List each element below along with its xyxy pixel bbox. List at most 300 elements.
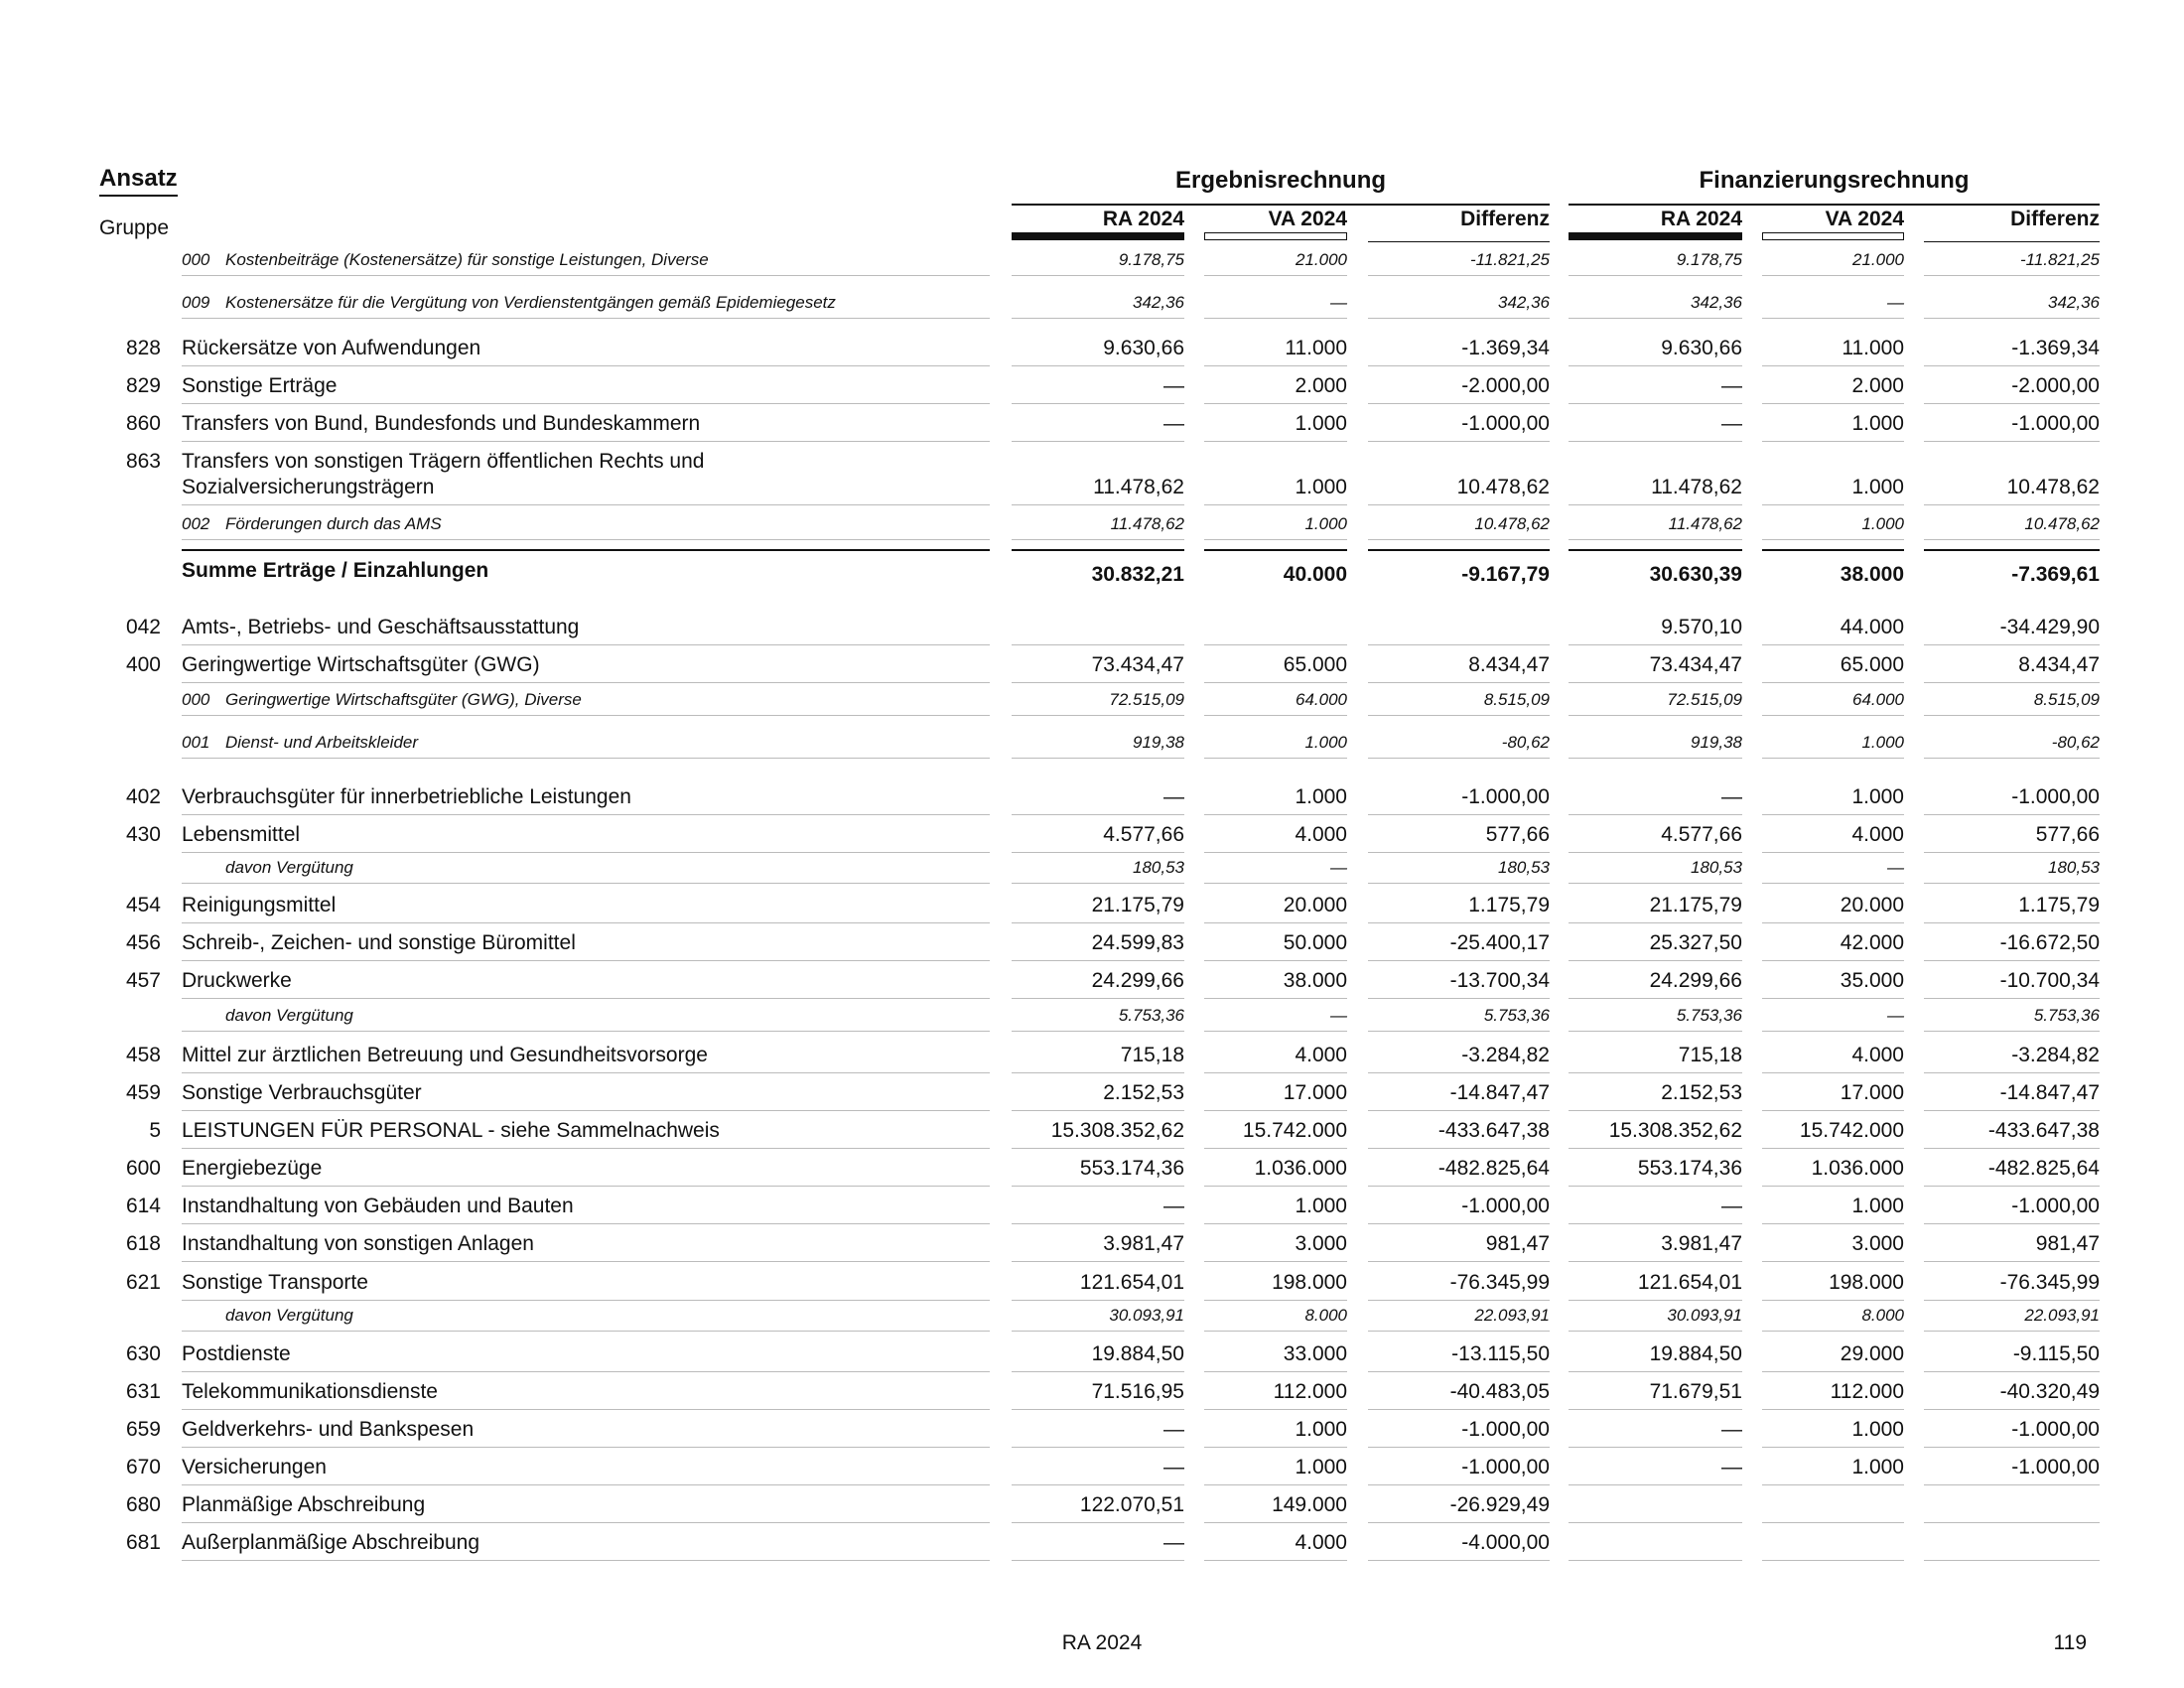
column-header: VA 2024: [1268, 208, 1347, 230]
cell-rule: [1204, 1371, 1347, 1372]
value-cell: 8.000: [1304, 1306, 1347, 1325]
cell-rule: [1569, 998, 1742, 999]
cell-rule: [1368, 1560, 1550, 1561]
cell-rule: [1762, 1484, 1904, 1485]
cell-rule: [1012, 998, 1184, 999]
value-cell: -9.115,50: [2012, 1342, 2100, 1365]
cell-rule: [1569, 1484, 1742, 1485]
value-cell: 5.753,36: [1483, 1006, 1550, 1025]
row-label: Verbrauchsgüter für innerbetriebliche Leistungen: [182, 785, 631, 808]
ansatz-code: 457: [125, 969, 161, 992]
value-cell: 38.000: [1283, 969, 1347, 992]
value-cell: 21.175,79: [1649, 894, 1742, 916]
cell-rule: [1762, 1186, 1904, 1187]
row-rule: [182, 883, 990, 884]
value-cell: —: [1163, 1418, 1184, 1441]
cell-rule: [1569, 682, 1742, 683]
cell-rule: [1762, 1223, 1904, 1224]
cell-rule: [1368, 275, 1550, 276]
cell-rule: [1762, 1148, 1904, 1149]
row-rule: [182, 1560, 990, 1561]
value-cell: 30.093,91: [1667, 1306, 1742, 1325]
value-cell: 9.570,10: [1661, 616, 1742, 638]
value-cell: -1.000,00: [1461, 412, 1550, 435]
value-cell: 11.478,62: [1110, 514, 1184, 533]
value-cell: 10.478,62: [1456, 476, 1550, 498]
cell-rule: [1762, 1447, 1904, 1448]
value-cell: 44.000: [1840, 616, 1904, 638]
cell-rule: [1569, 758, 1742, 759]
value-cell: 71.679,51: [1649, 1380, 1742, 1403]
value-cell: -2.000,00: [2011, 374, 2100, 397]
cell-rule: [1012, 1300, 1184, 1301]
value-cell: -1.000,00: [1461, 785, 1550, 808]
row-rule: [182, 275, 990, 276]
row-rule: [182, 539, 990, 540]
column-header: RA 2024: [1102, 208, 1184, 230]
value-cell: -13.700,34: [1449, 969, 1550, 992]
cell-rule: [1569, 883, 1742, 884]
cell-rule: [1012, 758, 1184, 759]
value-cell: -1.000,00: [2011, 1456, 2100, 1478]
value-cell: 198.000: [1829, 1271, 1904, 1294]
value-cell: 8.515,09: [1483, 690, 1550, 709]
cell-rule: [1924, 852, 2100, 853]
cell-rule: [1368, 852, 1550, 853]
ansatz-code: 621: [125, 1271, 161, 1294]
ansatz-code: 000: [182, 690, 210, 709]
value-cell: 15.308.352,62: [1608, 1119, 1742, 1142]
value-cell: -3.284,82: [1461, 1044, 1550, 1066]
cell-rule: [1012, 1409, 1184, 1410]
cell-rule: [1924, 1409, 2100, 1410]
value-cell: 1.000: [1295, 412, 1347, 435]
value-cell: 11.000: [1842, 337, 1904, 359]
cell-rule: [1204, 365, 1347, 366]
row-label: Transfers von Bund, Bundesfonds und Bundeskammern: [182, 412, 701, 435]
row-rule: [182, 318, 990, 319]
cell-rule: [1569, 1560, 1742, 1561]
ansatz-code: 630: [125, 1342, 161, 1365]
value-cell: 1.000: [1851, 1195, 1904, 1217]
value-cell: 180,53: [1691, 858, 1742, 877]
value-cell: 577,66: [2035, 823, 2100, 846]
value-cell: 15.308.352,62: [1050, 1119, 1184, 1142]
value-cell: -1.000,00: [1461, 1195, 1550, 1217]
cell-rule: [1012, 403, 1184, 404]
cell-rule: [1569, 504, 1742, 505]
value-cell: 72.515,09: [1667, 690, 1742, 709]
value-cell: -13.115,50: [1451, 1342, 1550, 1365]
cell-rule: [1924, 960, 2100, 961]
row-label: Lebensmittel: [182, 823, 301, 846]
cell-rule: [1204, 1186, 1347, 1187]
value-cell: 65.000: [1840, 653, 1904, 676]
cell-rule: [1368, 504, 1550, 505]
cell-rule: [1012, 1186, 1184, 1187]
value-cell: -4.000,00: [1461, 1531, 1550, 1554]
ansatz-code: 614: [125, 1195, 161, 1217]
cell-rule: [1762, 852, 1904, 853]
value-cell: 342,36: [2048, 293, 2100, 312]
value-cell: 21.000: [1296, 250, 1347, 269]
ansatz-code: 5: [149, 1119, 161, 1142]
cell-rule: [1012, 365, 1184, 366]
cell-rule: [1368, 922, 1550, 923]
row-rule: [182, 1223, 990, 1224]
va-marker-bar: [1204, 232, 1347, 240]
cell-rule: [1924, 1261, 2100, 1262]
cell-rule: [1012, 441, 1184, 442]
cell-rule: [1569, 1331, 1742, 1332]
cell-rule: [1204, 1261, 1347, 1262]
cell-rule: [1012, 682, 1184, 683]
value-cell: 19.884,50: [1091, 1342, 1184, 1365]
value-cell: 30.093,91: [1109, 1306, 1184, 1325]
value-cell: 30.630,39: [1649, 563, 1742, 586]
value-cell: 24.299,66: [1649, 969, 1742, 992]
cell-rule: [1569, 1223, 1742, 1224]
cell-rule: [1569, 1371, 1742, 1372]
value-cell: 33.000: [1283, 1342, 1347, 1365]
value-cell: —: [1163, 1195, 1184, 1217]
cell-rule: [1012, 814, 1184, 815]
row-rule: [182, 1072, 990, 1073]
value-cell: 1.175,79: [2018, 894, 2100, 916]
cell-rule: [1762, 275, 1904, 276]
value-cell: -40.483,05: [1449, 1380, 1550, 1403]
cell-rule: [1012, 1223, 1184, 1224]
cell-rule: [1762, 1110, 1904, 1111]
row-rule: [182, 1409, 990, 1410]
cell-rule: [1368, 441, 1550, 442]
sum-rule: [1204, 549, 1347, 551]
cell-rule: [1204, 998, 1347, 999]
value-cell: -433.647,38: [1437, 1119, 1550, 1142]
row-label: Planmäßige Abschreibung: [182, 1493, 426, 1516]
value-cell: -80,62: [2051, 733, 2100, 752]
cell-rule: [1204, 682, 1347, 683]
cell-rule: [1924, 1223, 2100, 1224]
row-rule: [182, 1447, 990, 1448]
value-cell: —: [1721, 374, 1742, 397]
value-cell: 553.174,36: [1637, 1157, 1742, 1180]
value-cell: 1.000: [1304, 514, 1347, 533]
cell-rule: [1569, 1522, 1742, 1523]
cell-rule: [1762, 814, 1904, 815]
value-cell: 20.000: [1840, 894, 1904, 916]
row-label: Rückersätze von Aufwendungen: [182, 337, 481, 359]
value-cell: -76.345,99: [1999, 1271, 2100, 1294]
ansatz-code: 863: [125, 450, 161, 473]
row-rule: [182, 1522, 990, 1523]
ansatz-code: 430: [125, 823, 161, 846]
column-header: Differenz: [1460, 208, 1550, 230]
cell-rule: [1368, 1223, 1550, 1224]
value-cell: 9.630,66: [1103, 337, 1184, 359]
value-cell: -80,62: [1501, 733, 1550, 752]
cell-rule: [1569, 441, 1742, 442]
row-label: davon Vergütung: [225, 1306, 353, 1325]
cell-rule: [1924, 998, 2100, 999]
row-rule: [182, 1148, 990, 1149]
cell-rule: [1204, 1031, 1347, 1032]
cell-rule: [1204, 539, 1347, 540]
value-cell: 3.000: [1295, 1232, 1347, 1255]
row-label: Förderungen durch das AMS: [225, 514, 442, 533]
value-cell: 4.000: [1295, 1044, 1347, 1066]
cell-rule: [1368, 1148, 1550, 1149]
value-cell: -26.929,49: [1449, 1493, 1550, 1516]
cell-rule: [1204, 441, 1347, 442]
value-cell: -7.369,61: [2011, 563, 2100, 586]
value-cell: 342,36: [1498, 293, 1550, 312]
cell-rule: [1762, 441, 1904, 442]
value-cell: -482.825,64: [1437, 1157, 1550, 1180]
cell-rule: [1924, 922, 2100, 923]
row-label: Summe Erträge / Einzahlungen: [182, 559, 489, 582]
ansatz-code: 400: [125, 653, 161, 676]
value-cell: 1.000: [1861, 514, 1904, 533]
cell-rule: [1924, 1560, 2100, 1561]
cell-rule: [1762, 1300, 1904, 1301]
footer-title: RA 2024: [1061, 1631, 1143, 1654]
ansatz-code: 002: [182, 514, 210, 533]
value-cell: 3.000: [1851, 1232, 1904, 1255]
cell-rule: [1204, 883, 1347, 884]
ansatz-code: 680: [125, 1493, 161, 1516]
value-cell: —: [1721, 1456, 1742, 1478]
finanzierungsrechnung-heading: Finanzierungsrechnung: [1699, 167, 1970, 194]
cell-rule: [1368, 1331, 1550, 1332]
gruppe-heading: Gruppe: [99, 216, 170, 239]
row-label: Dienst- und Arbeitskleider: [225, 733, 419, 752]
row-rule: [182, 441, 990, 442]
cell-rule: [1762, 504, 1904, 505]
value-cell: -1.369,34: [2011, 337, 2100, 359]
value-cell: 9.178,75: [1676, 250, 1742, 269]
cell-rule: [1204, 1484, 1347, 1485]
value-cell: 2.152,53: [1661, 1081, 1742, 1104]
value-cell: 1.000: [1295, 1418, 1347, 1441]
cell-rule: [1762, 1409, 1904, 1410]
cell-rule: [1204, 1331, 1347, 1332]
row-label: Geringwertige Wirtschaftsgüter (GWG), Diverse: [225, 690, 582, 709]
cell-rule: [1569, 318, 1742, 319]
value-cell: 4.000: [1851, 1044, 1904, 1066]
value-cell: 4.000: [1295, 823, 1347, 846]
cell-rule: [1204, 1447, 1347, 1448]
row-rule: [182, 504, 990, 505]
row-rule: [182, 1371, 990, 1372]
cell-rule: [1012, 504, 1184, 505]
cell-rule: [1924, 1148, 2100, 1149]
value-cell: 2.000: [1295, 374, 1347, 397]
ansatz-code: 659: [125, 1418, 161, 1441]
cell-rule: [1012, 922, 1184, 923]
value-cell: 10.478,62: [2024, 514, 2100, 533]
value-cell: 8.434,47: [1468, 653, 1550, 676]
row-rule: [182, 814, 990, 815]
ansatz-heading: Ansatz: [99, 165, 178, 197]
cell-rule: [1012, 1148, 1184, 1149]
va-marker-bar: [1762, 232, 1904, 240]
value-cell: 73.434,47: [1649, 653, 1742, 676]
value-cell: 5.753,36: [2033, 1006, 2100, 1025]
value-cell: —: [1721, 785, 1742, 808]
value-cell: —: [1330, 1006, 1347, 1025]
cell-rule: [1762, 539, 1904, 540]
cell-rule: [1204, 758, 1347, 759]
ansatz-code: 000: [182, 250, 210, 269]
cell-rule: [1368, 1186, 1550, 1187]
value-cell: 11.478,62: [1651, 476, 1742, 498]
cell-rule: [1762, 1072, 1904, 1073]
cell-rule: [1924, 715, 2100, 716]
column-header: VA 2024: [1825, 208, 1904, 230]
cell-rule: [1569, 275, 1742, 276]
value-cell: 24.299,66: [1091, 969, 1184, 992]
value-cell: -1.000,00: [2011, 1195, 2100, 1217]
cell-rule: [1924, 403, 2100, 404]
value-cell: -1.000,00: [2011, 1418, 2100, 1441]
value-cell: 180,53: [1498, 858, 1550, 877]
value-cell: 342,36: [1133, 293, 1184, 312]
value-cell: 112.000: [1830, 1380, 1904, 1403]
cell-rule: [1204, 715, 1347, 716]
cell-rule: [1368, 1484, 1550, 1485]
row-rule: [182, 403, 990, 404]
value-cell: 5.753,36: [1118, 1006, 1184, 1025]
cell-rule: [1012, 1447, 1184, 1448]
value-cell: -1.369,34: [1461, 337, 1550, 359]
cell-rule: [1569, 539, 1742, 540]
cell-rule: [1368, 318, 1550, 319]
cell-rule: [1569, 1261, 1742, 1262]
cell-rule: [1762, 365, 1904, 366]
cell-rule: [1368, 539, 1550, 540]
cell-rule: [1762, 998, 1904, 999]
cell-rule: [1204, 922, 1347, 923]
cell-rule: [1762, 318, 1904, 319]
row-label: Amts-, Betriebs- und Geschäftsausstattung: [182, 616, 580, 638]
value-cell: -2.000,00: [1461, 374, 1550, 397]
value-cell: 981,47: [1485, 1232, 1550, 1255]
ansatz-code: 631: [125, 1380, 161, 1403]
value-cell: -482.825,64: [1987, 1157, 2100, 1180]
row-rule: [182, 644, 990, 645]
cell-rule: [1924, 814, 2100, 815]
row-label: Telekommunikationsdienste: [182, 1380, 438, 1403]
value-cell: 25.327,50: [1649, 931, 1742, 954]
cell-rule: [1368, 682, 1550, 683]
column-header: RA 2024: [1660, 208, 1742, 230]
value-cell: 1.000: [1295, 1195, 1347, 1217]
cell-rule: [1204, 1223, 1347, 1224]
cell-rule: [1368, 715, 1550, 716]
cell-rule: [1204, 275, 1347, 276]
cell-rule: [1368, 758, 1550, 759]
value-cell: 1.036.000: [1254, 1157, 1347, 1180]
value-cell: —: [1163, 1456, 1184, 1478]
value-cell: 35.000: [1840, 969, 1904, 992]
row-rule: [182, 998, 990, 999]
value-cell: 2.152,53: [1103, 1081, 1184, 1104]
value-cell: —: [1887, 293, 1904, 312]
value-cell: 553.174,36: [1079, 1157, 1184, 1180]
cell-rule: [1924, 1031, 2100, 1032]
row-rule: [182, 852, 990, 853]
cell-rule: [1762, 1261, 1904, 1262]
cell-rule: [1762, 715, 1904, 716]
cell-rule: [1762, 1560, 1904, 1561]
ansatz-code: 828: [125, 337, 161, 359]
value-cell: 4.000: [1851, 823, 1904, 846]
cell-rule: [1762, 960, 1904, 961]
cell-rule: [1012, 1484, 1184, 1485]
value-cell: 4.577,66: [1103, 823, 1184, 846]
row-rule: [182, 1186, 990, 1187]
cell-rule: [1204, 1148, 1347, 1149]
row-rule: [182, 758, 990, 759]
cell-rule: [1924, 539, 2100, 540]
cell-rule: [1368, 403, 1550, 404]
cell-rule: [1569, 1300, 1742, 1301]
value-cell: 121.654,01: [1079, 1271, 1184, 1294]
value-cell: -1.000,00: [2011, 412, 2100, 435]
ansatz-code: 681: [125, 1531, 161, 1554]
row-label: Kostenbeiträge (Kostenersätze) für sonstige Leistungen, Diverse: [225, 250, 709, 269]
ansatz-code: 670: [125, 1456, 161, 1478]
row-rule: [182, 682, 990, 683]
cell-rule: [1204, 318, 1347, 319]
row-label: Kostenersätze für die Vergütung von Verdienstentgängen gemäß Epidemiegesetz: [225, 293, 836, 312]
row-label-continued: Sozialversicherungsträgern: [182, 476, 435, 498]
value-cell: 5.753,36: [1676, 1006, 1742, 1025]
row-label: Schreib-, Zeichen- und sonstige Büromittel: [182, 931, 576, 954]
value-cell: 65.000: [1283, 653, 1347, 676]
cell-rule: [1569, 1409, 1742, 1410]
ansatz-code: 618: [125, 1232, 161, 1255]
cell-rule: [1012, 318, 1184, 319]
ansatz-code: 042: [125, 616, 161, 638]
cell-rule: [1012, 883, 1184, 884]
cell-rule: [1762, 682, 1904, 683]
row-label: Außerplanmäßige Abschreibung: [182, 1531, 480, 1554]
value-cell: -1.000,00: [1461, 1418, 1550, 1441]
value-cell: 342,36: [1691, 293, 1742, 312]
cell-rule: [1924, 275, 2100, 276]
ansatz-code: 458: [125, 1044, 161, 1066]
value-cell: 11.000: [1285, 337, 1347, 359]
value-cell: -76.345,99: [1449, 1271, 1550, 1294]
cell-rule: [1762, 644, 1904, 645]
value-cell: 1.000: [1851, 476, 1904, 498]
value-cell: 3.981,47: [1661, 1232, 1742, 1255]
cell-rule: [1924, 1447, 2100, 1448]
row-rule: [182, 1484, 990, 1485]
value-cell: 11.478,62: [1093, 476, 1184, 498]
value-cell: 8.000: [1861, 1306, 1904, 1325]
ansatz-code: 009: [182, 293, 210, 312]
row-label: Geldverkehrs- und Bankspesen: [182, 1418, 475, 1441]
cell-rule: [1368, 998, 1550, 999]
row-rule: [182, 1331, 990, 1332]
cell-rule: [1569, 644, 1742, 645]
cell-rule: [1569, 1072, 1742, 1073]
cell-rule: [1569, 403, 1742, 404]
cell-rule: [1204, 644, 1347, 645]
